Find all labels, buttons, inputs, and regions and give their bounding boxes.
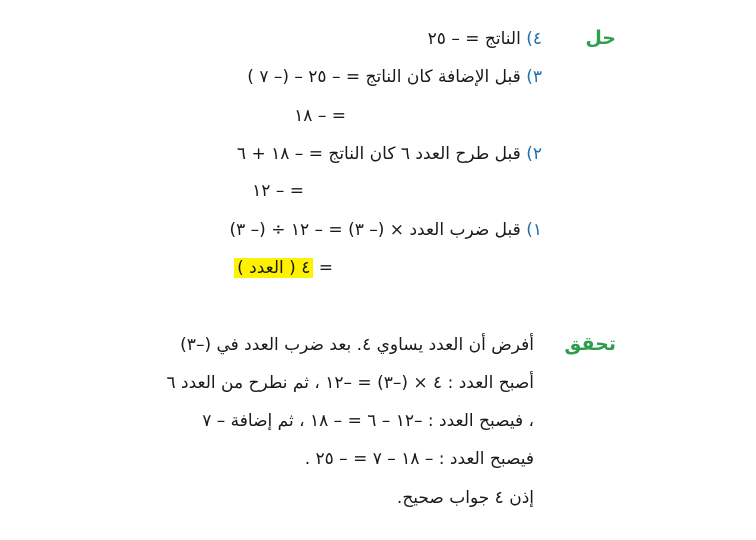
check-line-4: فيصبح العدد : – ١٨ – ٧ = – ٢٥ . (304, 449, 534, 469)
step-text: قبل ضرب العدد × (– ٣) = – ١٢ ÷ (– ٣) (229, 220, 527, 240)
check-line-5: إذن ٤ جواب صحيح. (396, 488, 534, 508)
solve-line-2 (247, 65, 542, 89)
solve-line-6 (229, 218, 542, 242)
step-number: ٢) (526, 144, 542, 164)
equals-sign: = (313, 258, 333, 278)
step-text: الناتج = – ٢٥ (427, 29, 527, 49)
step-number: ١) (526, 220, 542, 240)
check-line-3: ، فيصبح العدد : –١٢ – ٦ = – ١٨ ، ثم إضافة – ٧ (202, 411, 534, 431)
check-line-1: أفرض أن العدد يساوي ٤. بعد ضرب العدد في (–٣) (180, 335, 534, 355)
step-text: قبل طرح العدد ٦ كان الناتج = – ١٨ + ٦ (236, 144, 527, 164)
solve-line-1 (428, 27, 542, 51)
check-heading: تحقق (564, 333, 616, 355)
step-text: = – ١٢ (252, 181, 304, 201)
solve-line-3 (294, 104, 346, 128)
check-line-2: أصبح العدد : ٤ × (–٣) = –١٢ ، ثم نطرح من العدد ٦ (166, 373, 534, 393)
step-text: = – ١٨ (294, 106, 346, 126)
step-number: ٣) (526, 67, 542, 87)
step-text: قبل الإضافة كان الناتج = – ٢٥ – (– ٧ ) (247, 67, 527, 87)
solve-line-5 (252, 179, 304, 203)
solve-heading: حل (585, 27, 616, 49)
solve-line-7 (234, 256, 333, 280)
step-number: ٤) (526, 29, 542, 49)
solve-line-4 (237, 142, 542, 166)
answer-highlight: ٤ ( العدد ) (234, 258, 313, 278)
